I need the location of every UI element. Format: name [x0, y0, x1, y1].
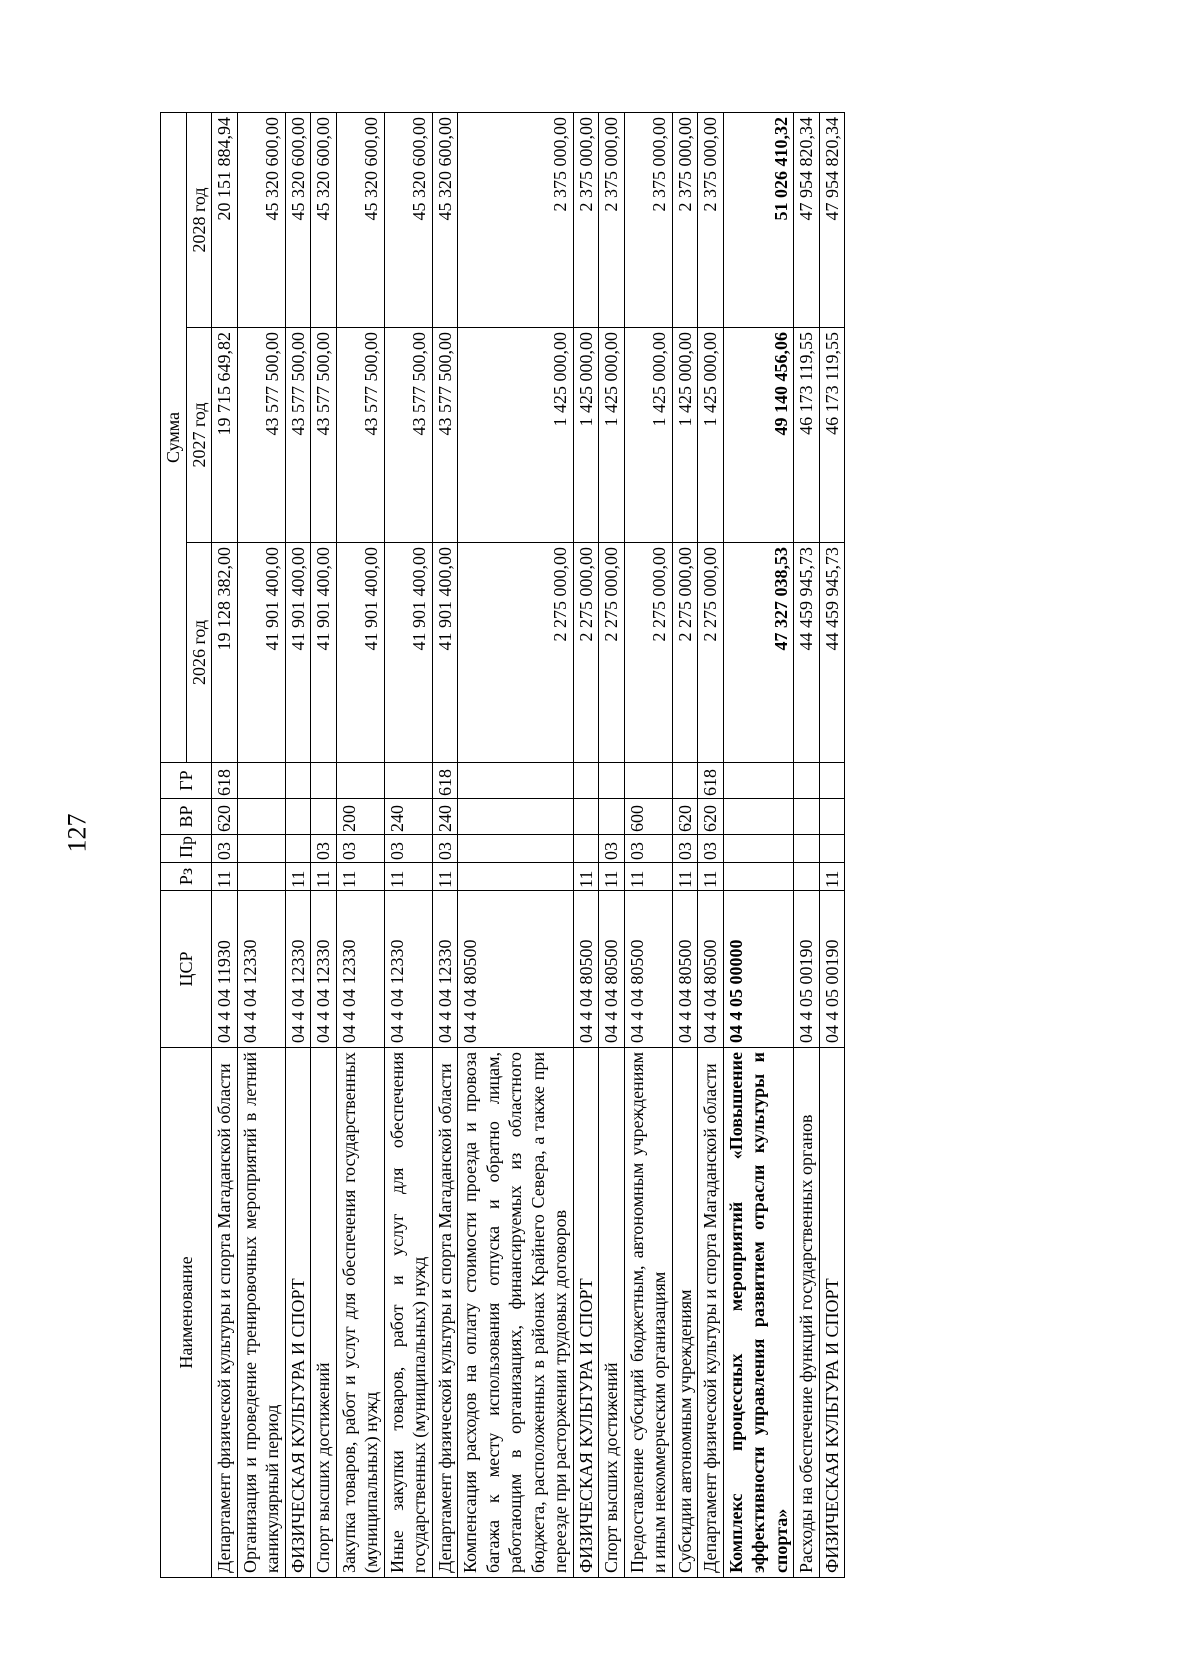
cell-2026: 41 901 400,00 [384, 543, 432, 763]
table-row [573, 112, 599, 1577]
cell-csr: 04 4 04 80500 [624, 891, 672, 1048]
cell-rz: 11 [672, 863, 698, 891]
cell-rz: 11 [624, 863, 672, 891]
cell-2027: 43 577 500,00 [336, 328, 384, 543]
cell-vr: 240 [384, 799, 432, 835]
table-row [672, 112, 698, 1577]
cell-2026: 2 275 000,00 [624, 543, 672, 763]
cell-pr: 03 [624, 835, 672, 863]
cell-vr [311, 799, 337, 835]
cell-2026: 41 901 400,00 [285, 543, 311, 763]
cell-2027: 1 425 000,00 [573, 328, 599, 543]
cell-name: Департамент физической культуры и спорта Магаданской области [212, 1048, 238, 1578]
cell-vr [819, 799, 845, 835]
cell-vr: 600 [624, 799, 672, 835]
cell-2026: 41 901 400,00 [311, 543, 337, 763]
cell-2026: 19 128 382,00 [212, 543, 238, 763]
budget-table-rotated [160, 113, 920, 1578]
cell-name: ФИЗИЧЕСКАЯ КУЛЬТУРА И СПОРТ [285, 1048, 311, 1578]
cell-2028: 2 375 000,00 [672, 112, 698, 327]
cell-pr [285, 835, 311, 863]
cell-rz [723, 863, 794, 891]
cell-pr [794, 835, 820, 863]
table-row [336, 112, 384, 1577]
cell-pr: 03 [698, 835, 724, 863]
header-gr: ГР [161, 763, 212, 799]
cell-2027: 1 425 000,00 [624, 328, 672, 543]
header-2027: 2027 год [186, 328, 212, 543]
cell-2028: 2 375 000,00 [599, 112, 625, 327]
cell-gr [237, 763, 285, 799]
cell-pr: 03 [384, 835, 432, 863]
cell-vr: 240 [432, 799, 458, 835]
cell-2026: 41 901 400,00 [237, 543, 285, 763]
cell-rz [794, 863, 820, 891]
cell-vr: 620 [212, 799, 238, 835]
cell-rz: 11 [336, 863, 384, 891]
table-row [794, 112, 820, 1577]
cell-rz: 11 [285, 863, 311, 891]
cell-rz: 11 [432, 863, 458, 891]
table-row [819, 112, 845, 1577]
table-row [212, 112, 238, 1577]
cell-2026: 2 275 000,00 [573, 543, 599, 763]
cell-gr [819, 763, 845, 799]
cell-rz: 11 [384, 863, 432, 891]
cell-2027: 49 140 456,06 [723, 328, 794, 543]
cell-name: Департамент физической культуры и спорта Магаданской области [698, 1048, 724, 1578]
cell-pr: 03 [212, 835, 238, 863]
cell-csr: 04 4 05 00190 [794, 891, 820, 1048]
cell-csr: 04 4 04 12330 [432, 891, 458, 1048]
cell-gr [624, 763, 672, 799]
cell-rz [237, 863, 285, 891]
cell-vr [237, 799, 285, 835]
cell-2027: 43 577 500,00 [311, 328, 337, 543]
cell-2028: 45 320 600,00 [384, 112, 432, 327]
cell-gr [794, 763, 820, 799]
table-row [723, 112, 794, 1577]
cell-vr: 620 [698, 799, 724, 835]
cell-pr [458, 835, 574, 863]
cell-2027: 46 173 119,55 [794, 328, 820, 543]
cell-csr: 04 4 04 80500 [698, 891, 724, 1048]
table-row [698, 112, 724, 1577]
header-2026: 2026 год [186, 543, 212, 763]
table-row [458, 112, 574, 1577]
cell-2027: 1 425 000,00 [698, 328, 724, 543]
header-name: Наименование [161, 1048, 212, 1578]
cell-rz: 11 [573, 863, 599, 891]
table-row [624, 112, 672, 1577]
cell-rz [458, 863, 574, 891]
cell-2028: 20 151 884,94 [212, 112, 238, 327]
cell-2026: 41 901 400,00 [336, 543, 384, 763]
cell-gr: 618 [432, 763, 458, 799]
cell-2026: 2 275 000,00 [698, 543, 724, 763]
cell-2028: 51 026 410,32 [723, 112, 794, 327]
cell-csr: 04 4 04 11930 [212, 891, 238, 1048]
cell-2028: 47 954 820,34 [794, 112, 820, 327]
cell-name: Комплекс процессных мероприятий «Повышение эффективности управления развитием отрасли культуры и спорта» [723, 1048, 794, 1578]
cell-vr: 620 [672, 799, 698, 835]
cell-csr: 04 4 04 12330 [285, 891, 311, 1048]
cell-gr [723, 763, 794, 799]
cell-2027: 43 577 500,00 [285, 328, 311, 543]
cell-2026: 2 275 000,00 [672, 543, 698, 763]
cell-gr [384, 763, 432, 799]
table-row [599, 112, 625, 1577]
cell-2026: 44 459 945,73 [819, 543, 845, 763]
cell-2026: 41 901 400,00 [432, 543, 458, 763]
page-number: 127 [62, 813, 92, 853]
cell-gr [311, 763, 337, 799]
cell-csr: 04 4 05 00190 [819, 891, 845, 1048]
cell-csr: 04 4 04 12330 [311, 891, 337, 1048]
cell-2027: 1 425 000,00 [458, 328, 574, 543]
cell-2028: 45 320 600,00 [432, 112, 458, 327]
cell-2027: 43 577 500,00 [237, 328, 285, 543]
cell-rz: 11 [311, 863, 337, 891]
table-row [285, 112, 311, 1577]
cell-pr: 03 [599, 835, 625, 863]
cell-pr [573, 835, 599, 863]
cell-2028: 45 320 600,00 [237, 112, 285, 327]
cell-2026: 47 327 038,53 [723, 543, 794, 763]
cell-2027: 1 425 000,00 [672, 328, 698, 543]
cell-gr [573, 763, 599, 799]
cell-csr: 04 4 04 80500 [458, 891, 574, 1048]
cell-vr [723, 799, 794, 835]
cell-name: ФИЗИЧЕСКАЯ КУЛЬТУРА И СПОРТ [573, 1048, 599, 1578]
cell-name: Расходы на обеспечение функций государственных органов [794, 1048, 820, 1578]
cell-name: Компенсация расходов на оплату стоимости проезда и провоза багажа к месту использования отпуска и обратно лицам, работающим в организациях, финансируемых из областного бюджета, расположенных в районах Крайнего Севера, а также при переезде при расторжении трудовых договоров [458, 1048, 574, 1578]
cell-rz: 11 [599, 863, 625, 891]
table-row [237, 112, 285, 1577]
cell-2028: 45 320 600,00 [336, 112, 384, 327]
cell-vr [794, 799, 820, 835]
table-row [432, 112, 458, 1577]
header-rz: Рз [161, 863, 212, 891]
cell-2026: 2 275 000,00 [599, 543, 625, 763]
cell-pr [819, 835, 845, 863]
cell-2028: 45 320 600,00 [311, 112, 337, 327]
cell-rz: 11 [212, 863, 238, 891]
cell-pr: 03 [672, 835, 698, 863]
table-row [384, 112, 432, 1577]
cell-rz: 11 [698, 863, 724, 891]
cell-pr [723, 835, 794, 863]
cell-gr [458, 763, 574, 799]
cell-vr: 200 [336, 799, 384, 835]
cell-2028: 2 375 000,00 [573, 112, 599, 327]
cell-2027: 46 173 119,55 [819, 328, 845, 543]
cell-gr [672, 763, 698, 799]
cell-name: Организация и проведение тренировочных мероприятий в летний каникулярный период [237, 1048, 285, 1578]
cell-2028: 2 375 000,00 [698, 112, 724, 327]
cell-gr [336, 763, 384, 799]
cell-2027: 43 577 500,00 [384, 328, 432, 543]
cell-rz: 11 [819, 863, 845, 891]
cell-name: Закупка товаров, работ и услуг для обеспечения государственных (муниципальных) нужд [336, 1048, 384, 1578]
cell-2028: 47 954 820,34 [819, 112, 845, 327]
header-csr: ЦСР [161, 891, 212, 1048]
cell-pr [237, 835, 285, 863]
cell-gr: 618 [212, 763, 238, 799]
table-row [311, 112, 337, 1577]
cell-gr [285, 763, 311, 799]
cell-name: ФИЗИЧЕСКАЯ КУЛЬТУРА И СПОРТ [819, 1048, 845, 1578]
cell-vr [458, 799, 574, 835]
cell-pr: 03 [432, 835, 458, 863]
table-body [212, 112, 845, 1577]
budget-table [160, 112, 845, 1578]
cell-csr: 04 4 04 12330 [237, 891, 285, 1048]
cell-csr: 04 4 04 80500 [573, 891, 599, 1048]
cell-pr: 03 [311, 835, 337, 863]
cell-gr: 618 [698, 763, 724, 799]
cell-2027: 1 425 000,00 [599, 328, 625, 543]
cell-name: Департамент физической культуры и спорта Магаданской области [432, 1048, 458, 1578]
header-vr: ВР [161, 799, 212, 835]
cell-gr [599, 763, 625, 799]
header-sum: Сумма [161, 112, 187, 762]
cell-2027: 19 715 649,82 [212, 328, 238, 543]
cell-csr: 04 4 04 80500 [672, 891, 698, 1048]
cell-name: Спорт высших достижений [599, 1048, 625, 1578]
header-2028: 2028 год [186, 112, 212, 327]
cell-2026: 44 459 945,73 [794, 543, 820, 763]
cell-vr [573, 799, 599, 835]
cell-2028: 2 375 000,00 [624, 112, 672, 327]
cell-vr [599, 799, 625, 835]
cell-csr: 04 4 04 80500 [599, 891, 625, 1048]
cell-name: Иные закупки товаров, работ и услуг для обеспечения государственных (муниципальных) нужд [384, 1048, 432, 1578]
cell-name: Субсидии автономным учреждениям [672, 1048, 698, 1578]
cell-2027: 43 577 500,00 [432, 328, 458, 543]
cell-2028: 45 320 600,00 [285, 112, 311, 327]
cell-vr [285, 799, 311, 835]
cell-2028: 2 375 000,00 [458, 112, 574, 327]
cell-csr: 04 4 04 12330 [384, 891, 432, 1048]
header-pr: Пр [161, 835, 212, 863]
cell-pr: 03 [336, 835, 384, 863]
cell-name: Спорт высших достижений [311, 1048, 337, 1578]
cell-2026: 2 275 000,00 [458, 543, 574, 763]
cell-name: Предоставление субсидий бюджетным, автономным учреждениям и иным некоммерческим организациям [624, 1048, 672, 1578]
cell-csr: 04 4 05 00000 [723, 891, 794, 1048]
cell-csr: 04 4 04 12330 [336, 891, 384, 1048]
